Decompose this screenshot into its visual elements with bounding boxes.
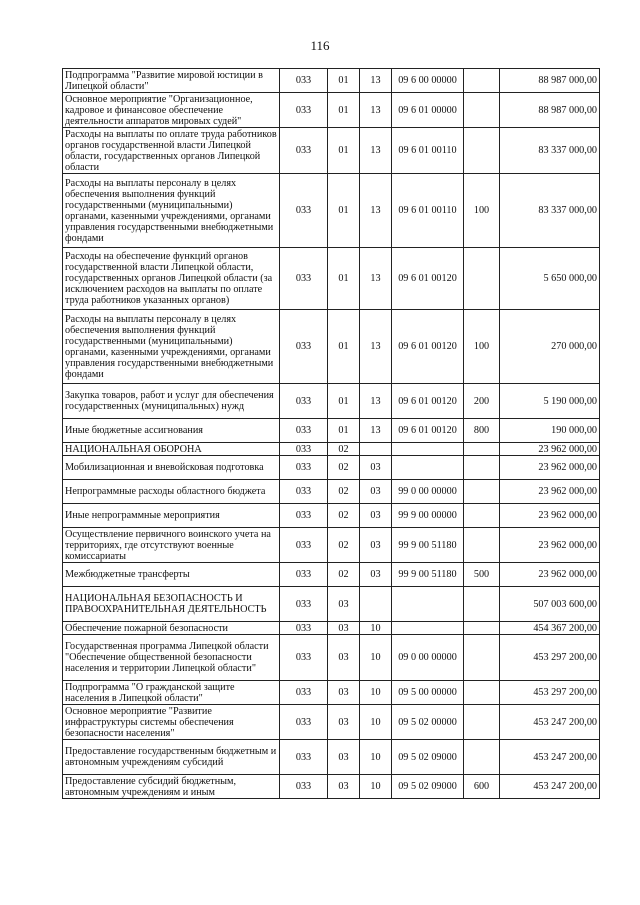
row-expense-type [464,705,500,740]
row-subsection: 13 [360,93,392,128]
row-expense-type [464,681,500,705]
row-expense-type: 200 [464,384,500,419]
row-section: 01 [328,419,360,443]
row-subsection: 13 [360,384,392,419]
row-name: Закупка товаров, работ и услуг для обеспечения государственных (муниципальных) нужд [63,384,280,419]
row-section: 01 [328,310,360,384]
row-target-item [392,622,464,635]
row-name: Государственная программа Липецкой области "Обеспечение общественной безопасности населения и территории Липецкой области" [63,635,280,681]
row-code: 033 [280,705,328,740]
row-expense-type [464,528,500,563]
row-section: 02 [328,563,360,587]
table-row [63,456,600,480]
table-row [63,705,600,740]
row-name: Предоставление субсидий бюджетным, автономным учреждениям и иным [63,775,280,799]
row-target-item: 09 5 02 09000 [392,775,464,799]
row-amount: 190 000,00 [500,419,600,443]
row-section: 01 [328,384,360,419]
row-target-item [392,456,464,480]
row-target-item: 09 6 01 00120 [392,419,464,443]
row-code: 033 [280,504,328,528]
row-expense-type [464,622,500,635]
row-amount: 453 247 200,00 [500,740,600,775]
row-code: 033 [280,622,328,635]
row-name: Расходы на обеспечение функций органов государственной власти Липецкой области, государственных органов Липецкой области (за исключением расходов на выплаты по оплате труда работников указанных органов) [63,248,280,310]
row-amount: 5 650 000,00 [500,248,600,310]
row-target-item: 99 9 00 51180 [392,563,464,587]
row-section: 01 [328,174,360,248]
row-expense-type: 800 [464,419,500,443]
row-subsection: 03 [360,504,392,528]
row-amount: 23 962 000,00 [500,456,600,480]
row-subsection: 10 [360,705,392,740]
table-row [63,128,600,174]
row-code: 033 [280,69,328,93]
table-row [63,528,600,563]
row-amount: 453 247 200,00 [500,775,600,799]
row-amount: 453 247 200,00 [500,705,600,740]
row-subsection: 10 [360,740,392,775]
row-subsection: 03 [360,563,392,587]
row-name: Основное мероприятие "Развитие инфраструктуры системы обеспечения безопасности населения" [63,705,280,740]
row-expense-type [464,69,500,93]
row-subsection: 13 [360,69,392,93]
row-name: Непрограммные расходы областного бюджета [63,480,280,504]
row-subsection [360,587,392,622]
row-code: 033 [280,443,328,456]
row-name: НАЦИОНАЛЬНАЯ БЕЗОПАСНОСТЬ И ПРАВООХРАНИТЕЛЬНАЯ ДЕЯТЕЛЬНОСТЬ [63,587,280,622]
row-code: 033 [280,93,328,128]
row-target-item [392,587,464,622]
table-row [63,443,600,456]
row-amount: 5 190 000,00 [500,384,600,419]
row-amount: 23 962 000,00 [500,504,600,528]
row-name: Обеспечение пожарной безопасности [63,622,280,635]
row-code: 033 [280,635,328,681]
row-name: Мобилизационная и вневойсковая подготовка [63,456,280,480]
row-target-item: 09 5 00 00000 [392,681,464,705]
row-subsection: 10 [360,775,392,799]
row-amount: 23 962 000,00 [500,443,600,456]
row-section: 03 [328,705,360,740]
row-code: 033 [280,419,328,443]
table-row [63,635,600,681]
table-row [63,69,600,93]
row-subsection: 03 [360,528,392,563]
row-amount: 453 297 200,00 [500,635,600,681]
budget-table [62,68,600,799]
row-subsection: 13 [360,419,392,443]
table-row [63,93,600,128]
row-target-item: 99 0 00 00000 [392,480,464,504]
row-code: 033 [280,384,328,419]
row-expense-type: 100 [464,310,500,384]
row-code: 033 [280,174,328,248]
row-section: 01 [328,93,360,128]
row-section: 02 [328,456,360,480]
table-row [63,480,600,504]
row-expense-type [464,504,500,528]
table-row [63,310,600,384]
row-target-item: 09 6 00 00000 [392,69,464,93]
row-code: 033 [280,740,328,775]
row-name: Расходы на выплаты персоналу в целях обеспечения выполнения функций государственными (муниципальными) органами, казенными учреждениями, органами управления государственными внебюджетными фондами [63,310,280,384]
row-expense-type: 600 [464,775,500,799]
row-code: 033 [280,480,328,504]
row-code: 033 [280,775,328,799]
row-target-item: 09 6 01 00110 [392,128,464,174]
row-name: НАЦИОНАЛЬНАЯ ОБОРОНА [63,443,280,456]
row-expense-type [464,740,500,775]
page-number: 116 [310,38,330,53]
row-amount: 23 962 000,00 [500,528,600,563]
row-section: 03 [328,635,360,681]
row-subsection: 13 [360,174,392,248]
row-expense-type: 500 [464,563,500,587]
row-name: Иные бюджетные ассигнования [63,419,280,443]
row-expense-type: 100 [464,174,500,248]
row-section: 03 [328,775,360,799]
table-row [63,504,600,528]
row-code: 033 [280,310,328,384]
row-amount: 83 337 000,00 [500,174,600,248]
row-code: 033 [280,528,328,563]
row-target-item: 09 0 00 00000 [392,635,464,681]
row-code: 033 [280,587,328,622]
row-section: 03 [328,587,360,622]
row-expense-type [464,635,500,681]
row-subsection: 13 [360,128,392,174]
row-section: 02 [328,480,360,504]
row-name: Подпрограмма "Развитие мировой юстиции в Липецкой области" [63,69,280,93]
row-expense-type [464,456,500,480]
row-expense-type [464,587,500,622]
row-target-item: 09 6 01 00120 [392,310,464,384]
row-target-item: 09 6 01 00110 [392,174,464,248]
table-row [63,174,600,248]
row-amount: 23 962 000,00 [500,563,600,587]
row-expense-type [464,443,500,456]
row-section: 01 [328,248,360,310]
table-row [63,384,600,419]
row-target-item: 09 6 01 00120 [392,248,464,310]
row-expense-type [464,248,500,310]
row-target-item: 99 9 00 00000 [392,504,464,528]
row-target-item: 99 9 00 51180 [392,528,464,563]
row-target-item: 09 6 01 00120 [392,384,464,419]
row-amount: 88 987 000,00 [500,69,600,93]
row-section: 02 [328,443,360,456]
row-name: Подпрограмма "О гражданской защите населения в Липецкой области" [63,681,280,705]
table-row [63,740,600,775]
row-subsection: 13 [360,310,392,384]
table-row [63,419,600,443]
row-expense-type [464,93,500,128]
row-amount: 23 962 000,00 [500,480,600,504]
table-row [63,775,600,799]
table-row [63,681,600,705]
table-row [63,563,600,587]
row-code: 033 [280,456,328,480]
row-subsection: 03 [360,480,392,504]
row-code: 033 [280,681,328,705]
row-section: 02 [328,504,360,528]
row-target-item: 09 6 01 00000 [392,93,464,128]
row-target-item: 09 5 02 00000 [392,705,464,740]
row-amount: 454 367 200,00 [500,622,600,635]
table-row [63,248,600,310]
row-name: Расходы на выплаты персоналу в целях обеспечения выполнения функций государственными (муниципальными) органами, казенными учреждениями, органами управления государственными внебюджетными фондами [63,174,280,248]
row-amount: 270 000,00 [500,310,600,384]
row-target-item: 09 5 02 09000 [392,740,464,775]
row-subsection: 03 [360,456,392,480]
row-expense-type [464,128,500,174]
row-name: Предоставление государственным бюджетным и автономным учреждениям субсидий [63,740,280,775]
row-name: Основное мероприятие "Организационное, кадровое и финансовое обеспечение деятельности аппаратов мировых судей" [63,93,280,128]
row-name: Осуществление первичного воинского учета на территориях, где отсутствуют военные комиссариаты [63,528,280,563]
row-subsection: 10 [360,681,392,705]
row-section: 03 [328,740,360,775]
row-name: Иные непрограммные мероприятия [63,504,280,528]
row-section: 01 [328,128,360,174]
row-code: 033 [280,563,328,587]
row-name: Расходы на выплаты по оплате труда работников органов государственной власти Липецкой области, государственных органов Липецкой области [63,128,280,174]
row-subsection: 10 [360,635,392,681]
row-name: Межбюджетные трансферты [63,563,280,587]
row-expense-type [464,480,500,504]
row-section: 03 [328,681,360,705]
row-amount: 83 337 000,00 [500,128,600,174]
row-section: 02 [328,528,360,563]
table-row [63,587,600,622]
row-amount: 88 987 000,00 [500,93,600,128]
row-code: 033 [280,248,328,310]
row-target-item [392,443,464,456]
row-amount: 507 003 600,00 [500,587,600,622]
row-subsection: 10 [360,622,392,635]
row-subsection [360,443,392,456]
row-section: 01 [328,69,360,93]
row-subsection: 13 [360,248,392,310]
table-row [63,622,600,635]
row-amount: 453 297 200,00 [500,681,600,705]
row-section: 03 [328,622,360,635]
row-code: 033 [280,128,328,174]
